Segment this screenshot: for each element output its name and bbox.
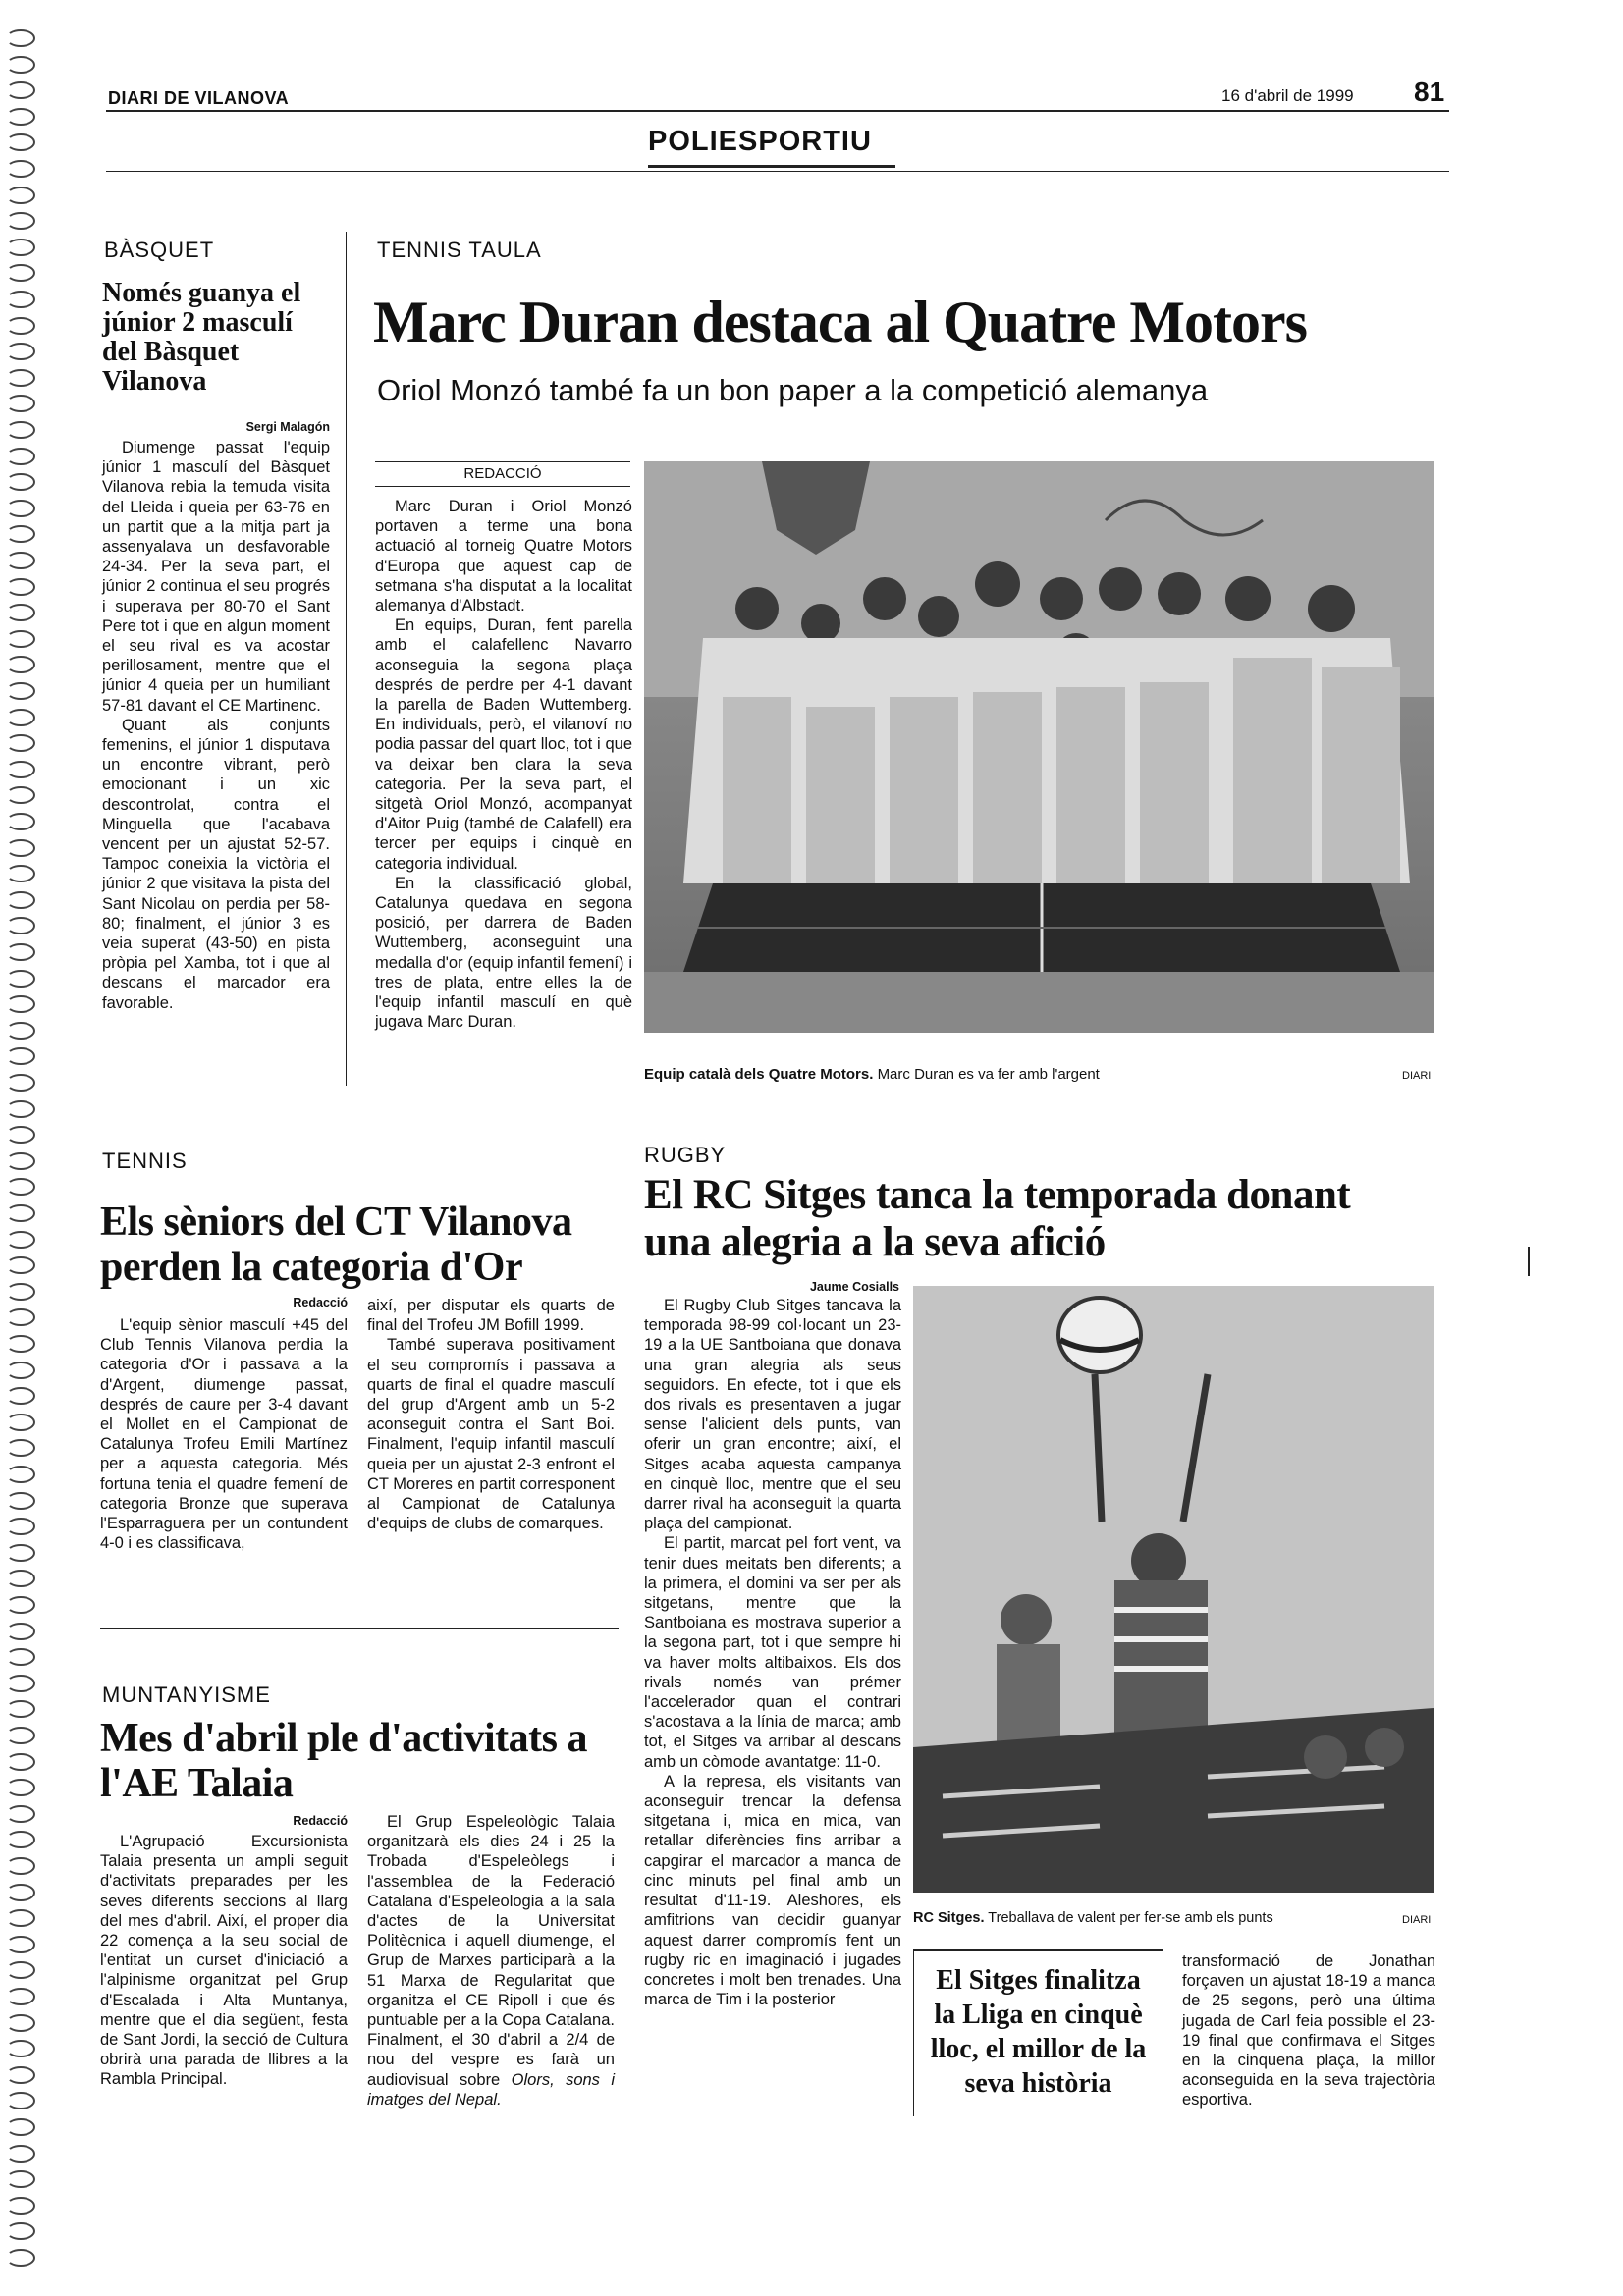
binder-hole-icon: [6, 56, 35, 74]
binder-hole-icon: [6, 108, 35, 126]
team-photo-image: [644, 461, 1434, 1033]
rugby-caption-lead: RC Sitges.: [913, 1910, 985, 1926]
binder-hole-icon: [6, 1126, 35, 1144]
byline-rule-top: [375, 461, 630, 462]
rugby-paragraph: El partit, marcat pel fort vent, va tenir dues meitats ben diferents; a la primera, el domini va ser per als sitgetans, mentre que la Santboiana es mostrava superior a la segona part, tot i que sempre hi va haver molts altibaixos. Els dos rivals només van prémer l'accelerador quan el contrari s'acostava a la línia de marca; amb tot, el Sitges va arribar al descans amb un còmode avantatge: 11-0.: [644, 1534, 901, 1771]
margin-mark: [1528, 1247, 1530, 1276]
binder-hole-icon: [6, 943, 35, 961]
binder-hole-icon: [6, 1909, 35, 1927]
binder-hole-icon: [6, 1466, 35, 1483]
binder-hole-icon: [6, 891, 35, 909]
section-rule: [106, 171, 1449, 172]
binder-hole-icon: [6, 1700, 35, 1718]
tennis-paragraph: També superava positivament el seu compromís i passava a quarts de final el quadre masculí del grup d'Argent amb un 5-2 aconseguit contra el Sant Boi. Finalment, l'equip infantil masculí queia per un ajustat 2-3 enfront el CT Moreres en partit corresponent al Campionat de Catalunya d'equips de clubs de comarques.: [367, 1336, 615, 1533]
binder-hole-icon: [6, 2222, 35, 2240]
tennis-paragraph: així, per disputar els quarts de final del Trofeu JM Bofill 1999.: [367, 1297, 615, 1335]
pullquote: El Sitges finalitza la Lliga en cinquè lloc, el millor de la seva història: [930, 1965, 1147, 2099]
tennis-headline: Els sèniors del CT Vilanova perden la categoria d'Or: [100, 1200, 572, 1290]
binder-hole-icon: [6, 1857, 35, 1875]
tennis-taula-paragraph: Marc Duran i Oriol Monzó portaven a terme una bona actuació al torneig Quatre Motors d'Europa que aquest cap de setmana s'ha disputat a la localitat alemanya d'Albstadt.: [375, 498, 632, 615]
basquet-paragraph: Quant als conjunts femenins, el júnior 1 disputava un encontre vibrant, però emocionant i un xic descontrolat, contra el Minguella que l'acabava vencent per un ajustat 52-57. Tampoc coneixia la victòria el júnior 2 que visitava la pista del Sant Nicolau on perdia per 58-80; finalment, el júnior 3 es veia superat (43-50) en pista pròpia pel Xamba, tot i que al descans el marcador era favorable.: [102, 716, 330, 1012]
binder-hole-icon: [6, 1596, 35, 1614]
binder-hole-icon: [6, 2118, 35, 2136]
tennis-section-label: TENNIS: [102, 1148, 188, 1173]
binder-hole-icon: [6, 500, 35, 517]
binder-hole-icon: [6, 995, 35, 1013]
binder-hole-icon: [6, 1439, 35, 1457]
binder-hole-icon: [6, 1675, 35, 1692]
binder-hole-icon: [6, 630, 35, 648]
binder-hole-icon: [6, 421, 35, 439]
binder-hole-icon: [6, 813, 35, 830]
binder-hole-icon: [6, 1231, 35, 1249]
binder-hole-icon: [6, 1100, 35, 1118]
issue-date: 16 d'abril de 1999: [1221, 86, 1354, 105]
rugby-paragraph: transformació de Jonathan forçaven un ajustat 18-19 a manca de 25 segons, però una última jugada de Carl feia possible el 23-19 final que confirmava el Sitges en la cinquena plaça, la millor aconseguida en la seva trajectòria esportiva.: [1182, 1952, 1435, 2109]
rugby-byline: Jaume Cosialls: [809, 1280, 899, 1294]
column-divider: [346, 232, 347, 1086]
section-title: POLIESPORTIU: [648, 126, 872, 157]
binder-hole-icon: [6, 2014, 35, 2032]
binder-hole-icon: [6, 1152, 35, 1170]
binder-hole-icon: [6, 291, 35, 308]
binder-hole-icon: [6, 29, 35, 47]
binder-hole-icon: [6, 970, 35, 988]
tennis-bottom-rule: [100, 1628, 619, 1629]
binder-hole-icon: [6, 578, 35, 596]
binder-hole-icon: [6, 448, 35, 465]
rugby-end-column: [1182, 1951, 1435, 2110]
binder-hole-icon: [6, 317, 35, 335]
binder-hole-icon: [6, 1570, 35, 1587]
tennis-paragraph: L'equip sènior masculí +45 del Club Tennis Vilanova perdia la categoria d'Or i passava a la d'Argent, diumenge passat, després de caure per 3-4 davant el Mollet en el Campionat de Catalunya Trofeu Emili Martínez per a aquesta categoria. Més fortuna tenia el quadre femení de categoria Bronze que superava l'Esparraguera per un contundent 4-0 i es classificava,: [100, 1316, 348, 1553]
tennis-byline: Redacció: [293, 1296, 348, 1309]
tennis-taula-body: [375, 497, 632, 1032]
binder-hole-icon: [6, 2145, 35, 2163]
photo-credit: DIARI: [1402, 1070, 1432, 1082]
binder-hole-icon: [6, 865, 35, 882]
muntanyisme-paragraph: [367, 1812, 615, 2109]
binder-hole-icon: [6, 656, 35, 673]
binder-hole-icon: [6, 1047, 35, 1065]
rugby-photo-credit: DIARI: [1402, 1914, 1432, 1926]
binder-hole-icon: [6, 1387, 35, 1405]
binder-hole-icon: [6, 1936, 35, 1953]
binder-hole-icon: [6, 1623, 35, 1640]
binder-hole-icon: [6, 761, 35, 778]
tennis-taula-section-label: TENNIS TAULA: [377, 238, 542, 262]
team-photo: [644, 461, 1434, 1033]
muntanyisme-col1: [100, 1832, 348, 2090]
basquet-paragraph: Diumenge passat l'equip júnior 1 masculí del Bàsquet Vilanova rebia la temuda visita del Lleida i queia per 63-76 en un partit que a la mitja part ja assenyalava un desfavorable 24-34. Per la seva part, el júnior 2 continua el seu progrés i superava per 80-70 el Sant Pere tot i que en algun moment el seu rival es va acostar perillosament, mentre que el júnior 4 queia per un humiliant 57-81 davant el CE Martinenc.: [102, 439, 330, 715]
binder-hole-icon: [6, 1308, 35, 1326]
binder-hole-icon: [6, 839, 35, 857]
muntanyisme-col2: [367, 1812, 615, 2109]
binder-hole-icon: [6, 525, 35, 543]
page-number: 81: [1414, 77, 1445, 107]
binder-hole-icon: [6, 133, 35, 151]
binder-hole-icon: [6, 1518, 35, 1535]
caption-lead: Equip català dels Quatre Motors.: [644, 1066, 874, 1083]
caption-text: Marc Duran es va fer amb l'argent: [877, 1066, 1100, 1083]
binder-hole-icon: [6, 81, 35, 99]
binder-hole-icon: [6, 1779, 35, 1796]
binder-hole-icon: [6, 2066, 35, 2084]
binder-hole-icon: [6, 1414, 35, 1431]
binder-hole-icon: [6, 786, 35, 804]
section-underline: [648, 165, 895, 168]
muntanyisme-paragraph: L'Agrupació Excursionista Talaia presenta un ampli seguit d'activitats preparades per les seves diferents seccions al llarg del mes d'abril. Així, el proper dia 22 comença a la seu social de l'entitat un curset d'iniciació a l'alpinisme organitzat pel Grup d'Escalada i Alta Muntanya, mentre que el dia següent, festa de Sant Jordi, la secció de Cultura obrirà una parada de llibres a la Rambla Principal.: [100, 1833, 348, 2089]
binder-hole-icon: [6, 552, 35, 569]
rugby-photo: [913, 1286, 1434, 1893]
binder-hole-icon: [6, 1884, 35, 1901]
binder-hole-icon: [6, 160, 35, 178]
basquet-headline: Només guanya el júnior 2 masculí del Bàsquet Vilanova: [102, 278, 301, 397]
rugby-section-label: RUGBY: [644, 1143, 727, 1167]
binder-hole-icon: [6, 395, 35, 412]
binder-hole-icon: [6, 1256, 35, 1274]
rugby-photo-caption: [913, 1910, 1273, 1926]
byline-rule-bottom: [375, 486, 630, 487]
binder-hole-icon: [6, 1362, 35, 1379]
tennis-taula-paragraph: En equips, Duran, fent parella amb el calafellenc Navarro aconseguia la segona plaça després de perdre per 4-1 davant la parella de Baden Wuttemberg. En individuals, però, el vilanoví no podia passar del quart lloc, tot i que va deixar ben clara la seva categoria. Per la seva part, el sitgetà Oriol Monzó, acompanyat d'Aitor Puig (també de Calafell) era tercer per equips i cinquè en categoria individual.: [375, 616, 632, 873]
muntanyisme-text: El Grup Espeleològic Talaia organitzarà els dies 24 i 25 la Trobada d'Espeleòlegs i l'assemblea de la Federació Catalana d'Espeleologia a la sala d'actes de la Universitat Politècnica i aquell diumenge, el Grup de Marxes participarà a la 51 Marxa de Regularitat que organitza el CE Ripoll i que és puntuable per a la Copa Catalana. Finalment, el 30 d'abril a 2/4 de nou del vespre es farà un audiovisual sobre: [367, 1813, 615, 2089]
rugby-photo-image: [913, 1286, 1434, 1893]
binder-hole-icon: [6, 2249, 35, 2267]
binder-hole-icon: [6, 1022, 35, 1040]
binder-hole-icon: [6, 917, 35, 934]
binder-hole-icon: [6, 1178, 35, 1196]
binder-hole-icon: [6, 369, 35, 387]
binder-hole-icon: [6, 343, 35, 360]
masthead-rule: [106, 110, 1449, 112]
binder-holes: [6, 29, 41, 2287]
tennis-taula-paragraph: En la classificació global, Catalunya quedava en segona posició, per darrera de Baden Wuttemberg, aconseguint una medalla d'or (equip infantil femení) i tres de plata, entre elles la de l'equip infantil masculí en què jugava Marc Duran.: [375, 874, 632, 1032]
binder-hole-icon: [6, 604, 35, 621]
basquet-body: [102, 438, 330, 1013]
rugby-paragraph: A la represa, els visitants van aconseguir trencar la defensa sitgetana i, mica en mica, van retallar diferències fins arribar a capgirar el marcador a manca de cinc minuts pel final amb un resultat d'11-19. Aleshores, els amfitrions van decidir guanyar aquest darrer compromís fent un rugby ric en imaginació i jugades concretes i molt ben trenades. Una marca de Tim i la posterior: [644, 1772, 901, 2009]
binder-hole-icon: [6, 682, 35, 700]
binder-hole-icon: [6, 2040, 35, 2057]
rugby-paragraph: El Rugby Club Sitges tancava la temporada 98-99 col·locant un 23-19 a la UE Santboiana que donava una gran alegria als seus seguidors. En efecte, tot i que els dos rivals es presentaven a jugar sense l'alicient dels punts, van oferir un gran encontre; així, el Sitges acaba aquesta campanya en cinquè lloc, mentre que el seu darrer rival ha aconseguit la quarta plaça del campionat.: [644, 1297, 901, 1533]
tennis-col1: [100, 1315, 348, 1553]
pullquote-box: [913, 1949, 1163, 2116]
binder-hole-icon: [6, 2092, 35, 2109]
binder-hole-icon: [6, 1988, 35, 2005]
binder-hole-icon: [6, 709, 35, 726]
binder-hole-icon: [6, 1727, 35, 1744]
team-photo-caption: [644, 1066, 1351, 1083]
binder-hole-icon: [6, 2197, 35, 2215]
muntanyisme-italic: Olors, sons i imatges del Nepal.: [367, 2070, 615, 2109]
binder-hole-icon: [6, 1961, 35, 1979]
binder-hole-icon: [6, 1805, 35, 1823]
tennis-taula-byline: REDACCIÓ: [463, 465, 542, 482]
binder-hole-icon: [6, 473, 35, 491]
binder-hole-icon: [6, 1544, 35, 1562]
muntanyisme-headline: Mes d'abril ple d'activitats a l'AE Talaia: [100, 1716, 587, 1806]
rugby-body: [644, 1296, 901, 2009]
binder-hole-icon: [6, 1283, 35, 1301]
binder-hole-icon: [6, 239, 35, 256]
binder-hole-icon: [6, 264, 35, 282]
binder-hole-icon: [6, 1204, 35, 1222]
binder-hole-icon: [6, 1753, 35, 1771]
muntanyisme-byline: Redacció: [293, 1814, 348, 1828]
binder-hole-icon: [6, 1492, 35, 1510]
newspaper-name: DIARI DE VILANOVA: [108, 88, 290, 108]
muntanyisme-section-label: MUNTANYISME: [102, 1682, 271, 1707]
binder-hole-icon: [6, 212, 35, 230]
binder-hole-icon: [6, 2170, 35, 2188]
tennis-taula-subhead: Oriol Monzó també fa un bon paper a la competició alemanya: [377, 373, 1209, 407]
basquet-section-label: BÀSQUET: [104, 238, 215, 262]
tennis-col2: [367, 1296, 615, 1533]
binder-hole-icon: [6, 187, 35, 204]
binder-hole-icon: [6, 734, 35, 752]
rugby-caption-text: Treballava de valent per fer-se amb els punts: [988, 1910, 1273, 1926]
basquet-byline: Sergi Malagón: [245, 420, 330, 434]
binder-hole-icon: [6, 1335, 35, 1353]
binder-hole-icon: [6, 1831, 35, 1848]
tennis-taula-headline: Marc Duran destaca al Quatre Motors: [373, 290, 1307, 354]
rugby-headline: El RC Sitges tanca la temporada donant una alegria a la seva afició: [644, 1172, 1351, 1265]
binder-hole-icon: [6, 1648, 35, 1666]
binder-hole-icon: [6, 1074, 35, 1092]
